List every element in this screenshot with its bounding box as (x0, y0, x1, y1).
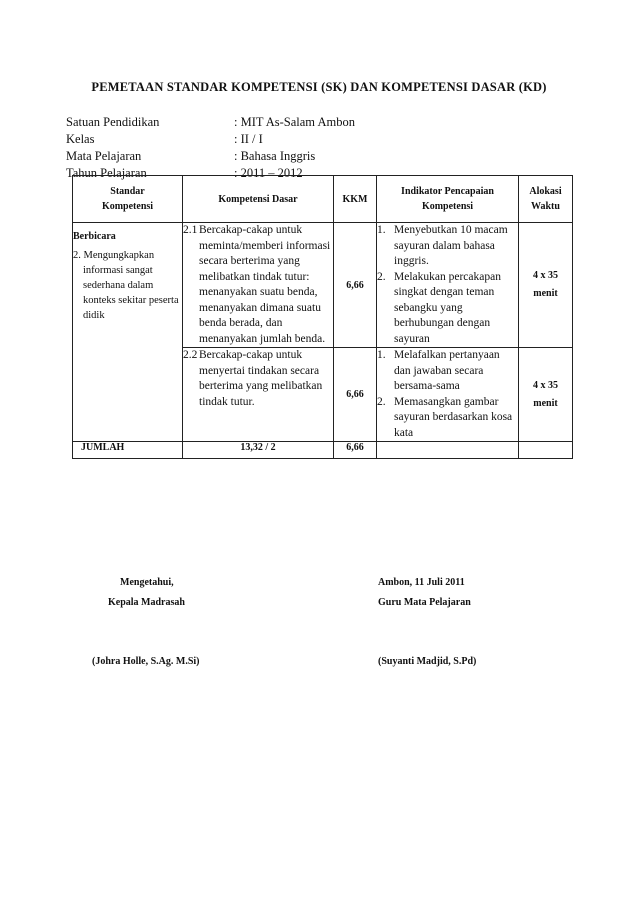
kd-cell (183, 348, 334, 442)
info-value: : MIT As-Salam Ambon (234, 115, 355, 129)
sk-cell (73, 223, 183, 442)
info-row-kelas (66, 131, 586, 148)
sign-left-line-1: Mengetahui, (120, 577, 174, 588)
info-label: Satuan Pendidikan (66, 115, 160, 129)
indicator-item (377, 395, 518, 442)
indicator-text: Melakukan percakapan singkat dengan teman sebangku yang berhubungan dengan sayuran (394, 270, 501, 345)
info-label: Mata Pelajaran (66, 149, 142, 163)
kkm-value: 6,66 (334, 348, 377, 442)
kd-number: 2.2 (183, 349, 198, 361)
indicator-text: Memasangkan gambar sayuran berdasarkan kosa kata (394, 395, 513, 439)
table-row (73, 223, 573, 348)
indicator-text: Melafalkan pertanyaan dan jawaban secara bersama-sama (394, 349, 500, 392)
info-label: Kelas (66, 132, 95, 146)
info-value: : 2011 – 2012 (234, 166, 303, 180)
sum-empty-cell (377, 442, 519, 459)
indicator-number: 1. (377, 349, 386, 361)
header-indikator: Indikator Pencapaian Kompetensi (377, 176, 519, 223)
info-label: Tahun Pelajaran (66, 166, 147, 180)
sum-empty-cell (519, 442, 573, 459)
table-header-row (73, 176, 573, 223)
sum-kd-value: 13,32 / 2 (183, 442, 334, 459)
header-kkm: KKM (334, 176, 377, 223)
header-sk: Standar Kompetensi (73, 176, 183, 223)
sum-label: JUMLAH (73, 442, 183, 459)
indicator-cell (377, 223, 519, 348)
sum-row (73, 442, 573, 459)
sign-right-line-2: Guru Mata Pelajaran (378, 597, 471, 608)
indicator-number: 1. (377, 224, 386, 236)
alokasi-unit: menit (533, 288, 558, 299)
document-title: PEMETAAN STANDAR KOMPETENSI (SK) DAN KOMPETENSI DASAR (KD) (91, 80, 547, 94)
kd-number: 2.1 (183, 224, 198, 236)
kd-cell (183, 223, 334, 348)
info-value: : II / I (234, 132, 263, 146)
kd-text: Bercakap-cakap untuk menyertai tindakan secara berterima yang melibatkan tindak tutur. (199, 349, 323, 408)
alokasi-cell (519, 348, 573, 442)
info-row-mapel (66, 148, 586, 165)
indicator-number: 2. (377, 270, 386, 283)
sum-kkm-value: 6,66 (334, 442, 377, 459)
indicator-cell (377, 348, 519, 442)
kd-text: Bercakap-cakap untuk meminta/memberi informasi secara berterima yang melibatkan tindak tutur: menanyakan suatu benda, menanyakan dimana suatu benda berada, dan menanyakan jumlah benda. (199, 224, 331, 345)
alokasi-cell (519, 223, 573, 348)
sign-right-name: (Suyanti Madjid, S.Pd) (378, 656, 477, 667)
indicator-item (377, 223, 518, 270)
info-block (66, 114, 586, 182)
sign-left-line-2: Kepala Madrasah (108, 597, 185, 608)
alokasi-unit: menit (533, 397, 558, 409)
sign-left-name: (Johra Holle, S.Ag. M.Si) (92, 656, 200, 667)
alokasi-time: 4 x 35 (533, 270, 558, 281)
header-alokasi: Alokasi Waktu (519, 176, 573, 223)
indicator-text: Menyebutkan 10 macam sayuran dalam bahasa inggris. (394, 224, 508, 267)
info-value: : Bahasa Inggris (234, 149, 316, 163)
indicator-item (377, 348, 518, 395)
alokasi-time: 4 x 35 (533, 379, 558, 391)
sign-right-line-1: Ambon, 11 Juli 2011 (378, 577, 465, 588)
kkm-value: 6,66 (334, 223, 377, 348)
sk-item: 2. Mengungkapkan informasi sangat sederhana dalam konteks sekitar peserta didik (73, 250, 179, 321)
info-row-satuan (66, 114, 586, 131)
sk-title: Berbicara (73, 231, 116, 242)
competency-table (72, 175, 573, 459)
indicator-number: 2. (377, 395, 386, 408)
indicator-item (377, 270, 518, 348)
header-kd: Kompetensi Dasar (183, 176, 334, 223)
